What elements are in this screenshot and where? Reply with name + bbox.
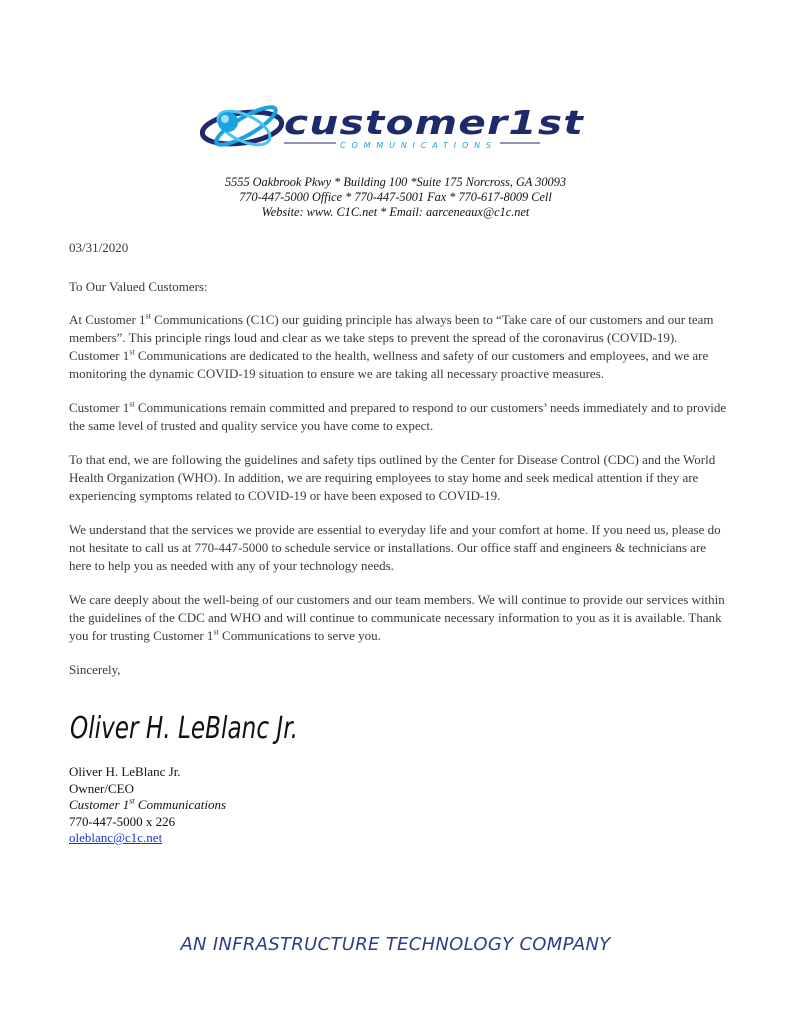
signer-title: Owner/CEO [69, 780, 134, 796]
orbit-emblem-icon [200, 101, 283, 151]
signature-text: Oliver H. LeBlanc Jr. [70, 711, 298, 746]
closing-word: Sincerely, [69, 662, 121, 677]
salutation: To Our Valued Customers: [69, 279, 208, 294]
signer-phone: 770-447-5000 x 226 [69, 813, 176, 829]
company-logo [200, 88, 595, 168]
letter-date: 03/31/2020 [69, 240, 129, 255]
paragraph-2: Customer 1st Communications remain committed and prepared to respond to our customers’ needs immediately and to provide the same level of trusted and quality service you have come to expect. [69, 399, 727, 433]
logo-subtext: COMMUNICATIONS [340, 141, 495, 150]
signer-block [69, 764, 226, 847]
logo-wordmark: customer1st [284, 103, 585, 142]
paragraph-1: At Customer 1st Communications (C1C) our guiding principle has always been to “Take care of our customers and our team members”. This principle rings loud and clear as we take steps to prevent the spread of the coronavirus (COVID-19). Customer 1st Communications are dedicated to the health, wellness and safety of our customers and employees, and we are monitoring the dynamic COVID-19 situation to ensure we are taking all necessary proactive measures. [69, 311, 714, 381]
paragraph-3: To that end, we are following the guidelines and safety tips outlined by the Center for Disease Control (CDC) and the World Health Organization (WHO). In addition, we are requiring employees to stay home and seek medical attention if they are experiencing symptoms related to COVID-19 or have been exposed to COVID-19. [69, 452, 716, 503]
signer-company: Customer 1st Communications [69, 796, 227, 812]
letterhead-contact [0, 175, 791, 220]
phone-line: 770-447-5000 Office * 770-447-5001 Fax * 770-617-8009 Cell [239, 190, 552, 204]
signer-name: Oliver H. LeBlanc Jr. [69, 764, 181, 779]
signature [68, 702, 388, 752]
letter-body [69, 239, 729, 679]
paragraph-5: We care deeply about the well-being of our customers and our team members. We will continue to provide our services within the guidelines of the CDC and WHO and will continue to communicate necessary information to you as it is available. Thank you for trusting Customer 1st Communications to serve you. [69, 592, 725, 643]
web-line: Website: www. C1C.net * Email: aarceneaux@c1c.net [261, 205, 530, 219]
address-line: 5555 Oakbrook Pkwy * Building 100 *Suite 175 Norcross, GA 30093 [225, 175, 566, 189]
footer-tagline: AN INFRASTRUCTURE TECHNOLOGY COMPANY [180, 934, 611, 955]
signer-email-link[interactable]: oleblanc@c1c.net [69, 830, 163, 845]
paragraph-4: We understand that the services we provide are essential to everyday life and your comfort at home. If you need us, please do not hesitate to call us at 770-447-5000 to schedule service or installations. Our office staff and engineers & technicians are here to help you as needed with any of your technology needs. [69, 522, 721, 573]
